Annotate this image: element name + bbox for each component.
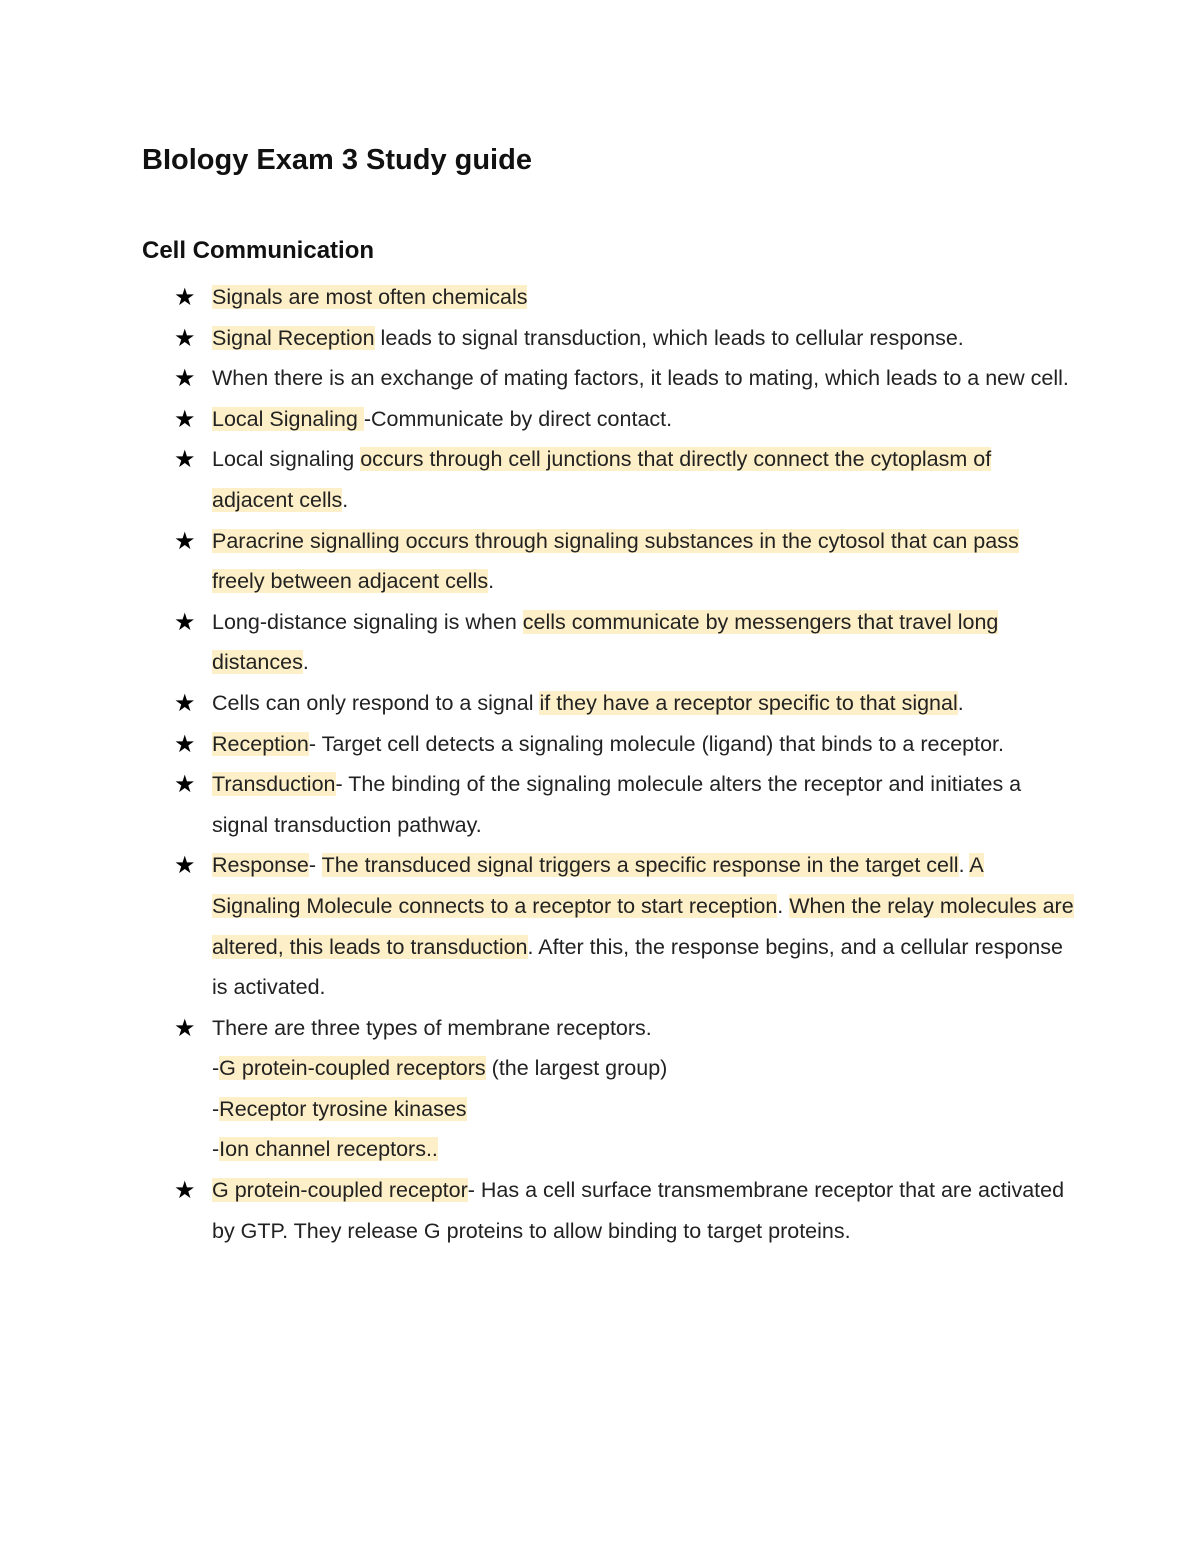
highlighted-text: The transduced signal triggers a specific response in the target cell — [321, 853, 959, 878]
star-bullet-icon: ★ — [174, 729, 196, 758]
list-item-text — [212, 772, 1021, 837]
list-item — [174, 439, 1074, 520]
star-bullet-icon: ★ — [174, 770, 196, 799]
list-item-text — [212, 1178, 1064, 1243]
highlighted-text: cells communicate by messengers that travel long distances — [212, 609, 999, 675]
list-item — [174, 318, 1074, 359]
text-segment: - Target cell detects a signaling molecule (ligand) that binds to a receptor. — [308, 731, 1004, 756]
highlighted-text: Ion channel receptors.. — [219, 1137, 438, 1162]
text-segment: - — [308, 853, 322, 878]
list-item — [174, 521, 1074, 602]
star-bullet-icon: ★ — [174, 851, 196, 880]
text-segment: Local signaling — [212, 447, 361, 472]
star-bullet-icon: ★ — [174, 404, 196, 433]
highlighted-text: Local Signaling — [212, 406, 364, 431]
highlighted-text: Signals are most often chemicals — [212, 285, 528, 309]
list-item-text — [212, 732, 1004, 756]
list-item — [174, 683, 1074, 724]
list-item-text — [212, 447, 991, 512]
highlighted-text: When the relay molecules are altered, this leads to transduction — [212, 893, 1074, 959]
list-item-text — [212, 285, 527, 309]
star-bullet-icon: ★ — [174, 364, 196, 393]
highlighted-text: G protein-coupled receptor — [212, 1178, 468, 1203]
sub-list-item — [212, 1048, 1074, 1089]
text-segment: . — [342, 487, 349, 512]
text-segment: - The binding of the signaling molecule alters the receptor and initiates a signal transduction pathway. — [212, 772, 1022, 837]
list-item — [174, 845, 1074, 1007]
star-bullet-icon: ★ — [174, 445, 196, 474]
text-segment: -Communicate by direct contact. — [363, 406, 673, 431]
text-segment: . — [488, 569, 495, 594]
star-bullet-icon: ★ — [174, 526, 196, 555]
list-item — [174, 1008, 1074, 1170]
highlighted-text: Response — [212, 853, 309, 878]
text-segment: - Has a cell surface transmembrane receptor that are activated by GTP. They release G proteins to allow binding to target proteins. — [212, 1178, 1065, 1243]
highlighted-text: A Signaling Molecule connects to a receptor to start reception — [212, 853, 984, 918]
text-segment: . — [302, 650, 309, 675]
list-item — [174, 764, 1074, 845]
list-item-text — [212, 529, 1019, 594]
list-item-text — [212, 853, 1074, 999]
text-segment: . — [777, 893, 790, 918]
highlighted-text: Reception — [212, 731, 309, 756]
list-item — [174, 277, 1074, 318]
list-item — [174, 1170, 1074, 1251]
text-segment: Cells can only respond to a signal — [212, 690, 540, 715]
sub-list-item — [212, 1089, 1074, 1130]
list-item-text — [212, 610, 998, 675]
text-segment: - — [212, 1056, 220, 1081]
document-title: BIology Exam 3 Study guide — [142, 144, 532, 176]
star-bullet-icon: ★ — [174, 1013, 196, 1042]
star-bullet-icon: ★ — [174, 1176, 196, 1205]
text-segment: There are three types of membrane receptors. — [212, 1015, 652, 1040]
text-segment: . After this, the response begins, and a cellular response is activated. — [212, 934, 1063, 1000]
star-bullet-icon: ★ — [174, 688, 196, 717]
text-segment: - — [212, 1137, 220, 1162]
list-item-text — [212, 691, 964, 715]
text-segment: . — [958, 853, 970, 878]
highlighted-text: Paracrine signalling occurs through signaling substances in the cytosol that can pass freely between adjacent cells — [212, 528, 1019, 594]
section-heading: Cell Communication — [142, 237, 375, 264]
highlighted-text: if they have a receptor specific to that signal — [539, 690, 958, 715]
text-segment: - — [212, 1096, 220, 1121]
text-segment: Long-distance signaling is when — [212, 609, 523, 634]
list-item — [174, 358, 1074, 399]
text-segment: When there is an exchange of mating factors, it leads to mating, which leads to a new cell. — [212, 366, 1069, 391]
list-item-text — [212, 1016, 652, 1040]
highlighted-text: Receptor tyrosine kinases — [219, 1096, 467, 1121]
text-segment: . — [957, 690, 964, 715]
bullet-list — [174, 277, 1074, 1251]
list-item — [174, 724, 1074, 765]
star-bullet-icon: ★ — [174, 323, 196, 352]
list-item-text — [212, 407, 672, 431]
text-segment: (the largest group) — [485, 1056, 668, 1081]
highlighted-text: G protein-coupled receptors — [219, 1056, 486, 1081]
star-bullet-icon: ★ — [174, 283, 196, 311]
text-segment: leads to signal transduction, which leads to cellular response. — [374, 325, 964, 350]
highlighted-text: occurs through cell junctions that directly connect the cytoplasm of adjacent cells — [212, 447, 992, 512]
sub-list-item — [212, 1129, 1074, 1170]
star-bullet-icon: ★ — [174, 607, 196, 636]
list-item-text — [212, 326, 964, 350]
highlighted-text: Transduction — [212, 772, 336, 797]
highlighted-text: Signal Reception — [212, 325, 375, 350]
list-item — [174, 399, 1074, 440]
list-item — [174, 602, 1074, 683]
list-item-text — [212, 366, 1069, 390]
